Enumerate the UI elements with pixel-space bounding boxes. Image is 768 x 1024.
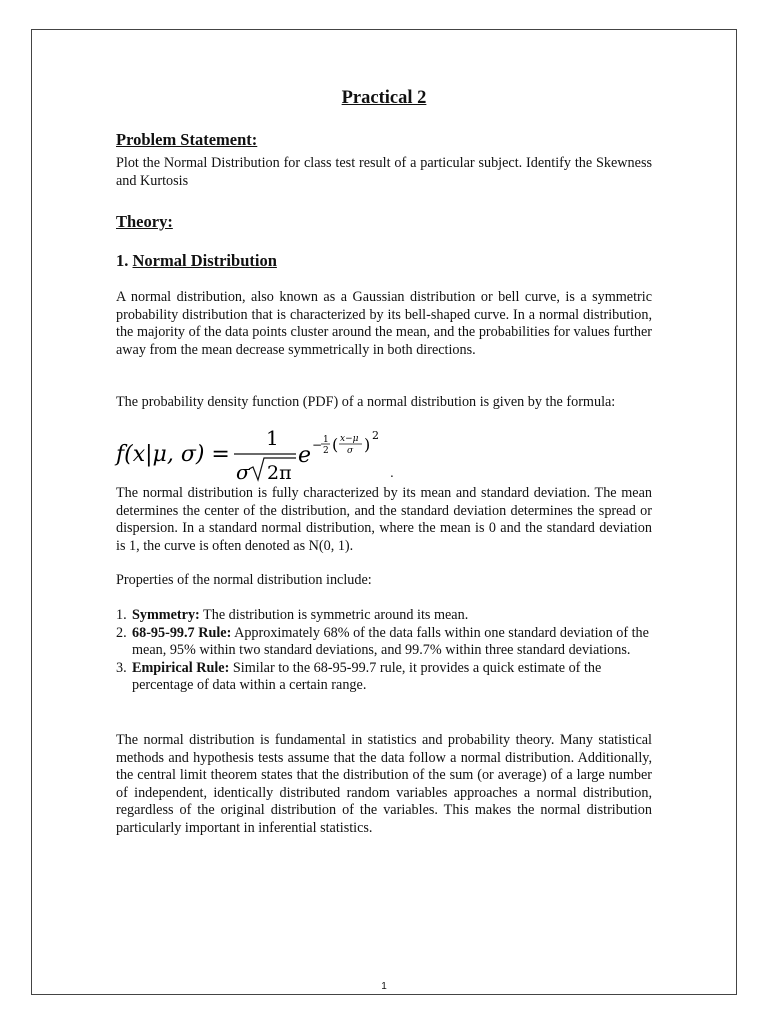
formula-exp-power: 2 <box>372 429 379 442</box>
formula-exp-half-den: 2 <box>323 446 329 456</box>
formula-exp-half-num: 1 <box>323 435 329 445</box>
problem-text: Plot the Normal Distribution for class test result of a particular subject. Identify the Skewness and Kurtosis <box>116 155 652 189</box>
property-term: 68-95-99.7 Rule: <box>132 624 232 641</box>
formula-exp-rparen: ) <box>364 435 371 454</box>
formula-base-e: e <box>298 443 312 468</box>
property-term: Empirical Rule: <box>132 659 230 676</box>
intro-paragraph: A normal distribution, also known as a Gaussian distribution or bell curve, is a symmetric probability distribution that is characterized by its bell-shaped curve. In a normal distribution, the majority of the data points cluster around the mean, and the probabilities for values further away from the mean decrease symmetrically in both directions. <box>116 289 652 358</box>
property-number: 2. <box>116 624 127 641</box>
formula-lhs: f(x|μ, σ) = <box>116 442 230 467</box>
closing-paragraph: The normal distribution is fundamental in statistics and probability theory. Many statistical methods and hypothesis tests assume that the data follow a normal distribution. Additionally, the central limit theorem states that the distribution of the sum (or average) of a large number of independent, identically distributed random variables approaches a normal distribution, regardless of the original distribution of the variables. This makes the normal distribution particularly important in inferential statistics. <box>116 732 652 836</box>
formula-exp-minus: − <box>312 438 323 452</box>
theory-heading <box>116 212 173 232</box>
property-item <box>116 607 652 625</box>
formula-denominator-root: 2π <box>267 462 292 484</box>
page-number: 1 <box>381 981 387 992</box>
formula-exp-frac-num: x−μ <box>340 434 359 444</box>
formula-trailing-dot: . <box>390 466 394 480</box>
property-item <box>116 660 652 695</box>
problem-heading <box>116 130 257 150</box>
section-number: 1. <box>116 251 129 270</box>
pdf-formula <box>116 425 416 485</box>
property-item <box>116 625 652 660</box>
section-heading <box>116 251 277 271</box>
formula-exp-lparen: ( <box>332 435 339 454</box>
formula-exp-frac-den: σ <box>347 446 354 456</box>
properties-list <box>116 607 652 695</box>
property-text: Similar to the 68-95-99.7 rule, it provides a quick estimate of the percentage of data within a certain range. <box>132 659 602 693</box>
formula-numerator: 1 <box>266 426 279 450</box>
property-text: The distribution is symmetric around its mean. <box>199 607 469 623</box>
section-title: Normal Distribution <box>132 251 277 270</box>
property-number: 1. <box>116 607 127 623</box>
formula-denominator-sigma: σ <box>236 460 250 484</box>
characterization-paragraph: The normal distribution is fully characterized by its mean and standard deviation. The mean determines the center of the distribution, and the standard deviation determines the spread or dispersion. In a standard normal distribution, where the mean is 0 and the standard deviation is 1, the curve is often denoted as N(0, 1). <box>116 485 652 554</box>
formula-graphic <box>116 425 416 485</box>
title-text: Practical 2 <box>341 88 427 108</box>
properties-intro: Properties of the normal distribution include: <box>116 572 372 588</box>
property-term: Symmetry: <box>132 607 200 623</box>
problem-heading-text: Problem Statement: <box>116 130 258 149</box>
pdf-intro: The probability density function (PDF) of a normal distribution is given by the formula: <box>116 394 616 410</box>
theory-heading-text: Theory: <box>116 212 173 231</box>
page-title <box>116 88 652 109</box>
property-text: Approximately 68% of the data falls within one standard deviation of the mean, 95% within two standard deviations, and 99.7% within three standard deviations. <box>132 624 649 658</box>
property-number: 3. <box>116 659 127 676</box>
